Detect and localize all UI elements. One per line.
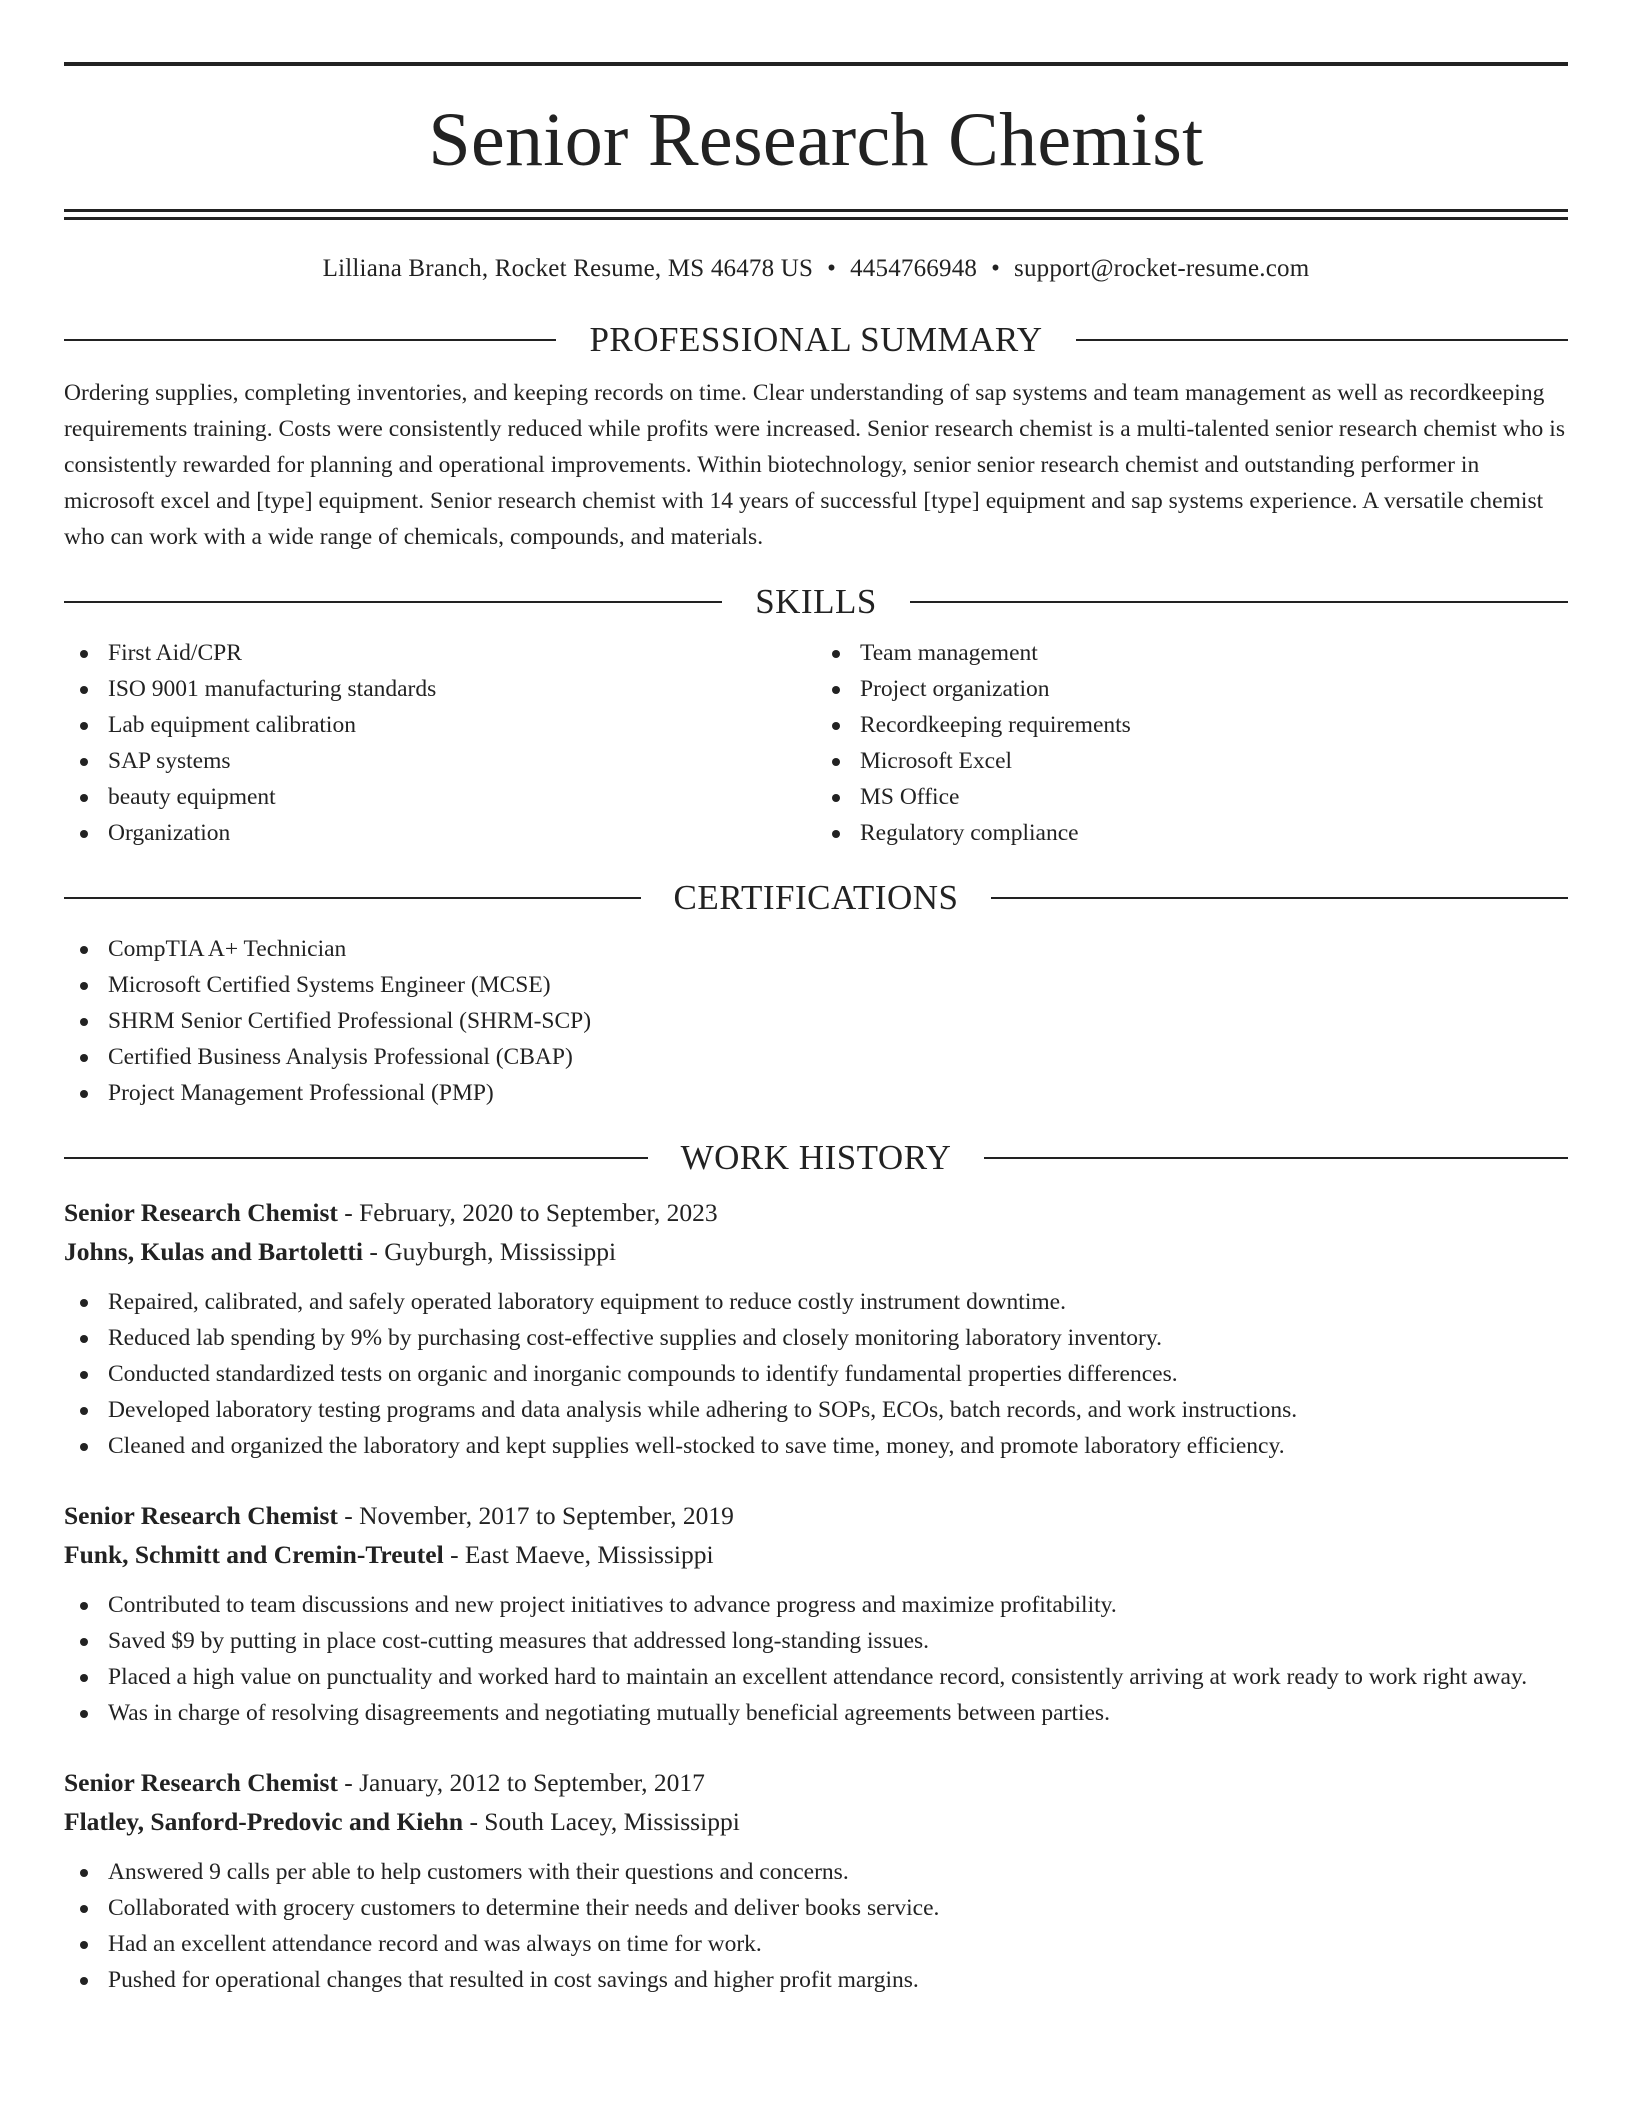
certification-item: SHRM Senior Certified Professional (SHRM-SCP) bbox=[64, 1003, 1568, 1039]
skills-columns bbox=[64, 635, 1568, 851]
certification-item: Certified Business Analysis Professional (CBAP) bbox=[64, 1039, 1568, 1075]
job-company-line bbox=[64, 1802, 1568, 1841]
job-dates: - January, 2012 to September, 2017 bbox=[337, 1768, 705, 1797]
job-company: Funk, Schmitt and Cremin-Treutel bbox=[64, 1540, 444, 1569]
job-role: Senior Research Chemist bbox=[64, 1768, 338, 1797]
title-block bbox=[64, 0, 1568, 220]
skill-item: Organization bbox=[64, 815, 816, 851]
job-dates: - February, 2020 to September, 2023 bbox=[337, 1198, 718, 1227]
contact-separator: • bbox=[991, 255, 1001, 282]
certifications-list bbox=[64, 931, 1568, 1111]
job-company-line bbox=[64, 1232, 1568, 1271]
job-bullet: Pushed for operational changes that resulted in cost savings and higher profit margins. bbox=[64, 1962, 1568, 1998]
job-bullets bbox=[64, 1284, 1568, 1464]
skill-item: beauty equipment bbox=[64, 779, 816, 815]
summary-text: Ordering supplies, completing inventories, and keeping records on time. Clear understanding of sap systems and team management as well as recordkeeping requirements training. Costs were consistently reduced while profits were increased. Senior research chemist is a multi-talented senior research chemist who is consistently rewarded for planning and operational improvements. Within biotechnology, senior senior research chemist and outstanding performer in microsoft excel and [type] equipment. Senior research chemist with 14 years of successful [type] equipment and sap systems experience. A versatile chemist who can work with a wide range of chemicals, compounds, and materials. bbox=[64, 380, 1566, 550]
job-location: - Guyburgh, Mississippi bbox=[362, 1237, 617, 1266]
contact-separator: • bbox=[827, 255, 837, 282]
skills-heading-label: SKILLS bbox=[755, 582, 877, 621]
job-bullet: Was in charge of resolving disagreements and negotiating mutually beneficial agreements between parties. bbox=[64, 1695, 1568, 1731]
skill-item: ISO 9001 manufacturing standards bbox=[64, 671, 816, 707]
job-entry bbox=[64, 1496, 1568, 1731]
job-entry bbox=[64, 1763, 1568, 1998]
job-role-line bbox=[64, 1763, 1568, 1802]
job-bullet: Saved $9 by putting in place cost-cutting measures that addressed long-standing issues. bbox=[64, 1623, 1568, 1659]
work-history-list bbox=[64, 1193, 1568, 1998]
job-role: Senior Research Chemist bbox=[64, 1501, 338, 1530]
job-role: Senior Research Chemist bbox=[64, 1198, 338, 1227]
job-company: Flatley, Sanford-Predovic and Kiehn bbox=[64, 1807, 464, 1836]
certification-item: Microsoft Certified Systems Engineer (MCSE) bbox=[64, 967, 1568, 1003]
resume-title: Senior Research Chemist bbox=[428, 98, 1204, 182]
job-bullet: Had an excellent attendance record and was always on time for work. bbox=[64, 1926, 1568, 1962]
heading-rule bbox=[984, 1157, 1568, 1159]
skills-heading bbox=[64, 581, 1568, 623]
skill-item: Recordkeeping requirements bbox=[816, 707, 1568, 743]
heading-rule bbox=[64, 601, 722, 603]
job-bullet: Contributed to team discussions and new project initiatives to advance progress and maximize profitability. bbox=[64, 1587, 1568, 1623]
certifications-heading-label: CERTIFICATIONS bbox=[673, 878, 959, 917]
job-bullets bbox=[64, 1854, 1568, 1998]
job-bullet: Repaired, calibrated, and safely operated laboratory equipment to reduce costly instrument downtime. bbox=[64, 1284, 1568, 1320]
certifications-heading bbox=[64, 877, 1568, 919]
heading-rule bbox=[1076, 339, 1568, 341]
job-bullet: Collaborated with grocery customers to determine their needs and deliver books service. bbox=[64, 1890, 1568, 1926]
job-bullets bbox=[64, 1587, 1568, 1731]
contact-line bbox=[64, 255, 1568, 283]
job-company-line bbox=[64, 1535, 1568, 1574]
job-role-line bbox=[64, 1193, 1568, 1232]
certification-item: CompTIA A+ Technician bbox=[64, 931, 1568, 967]
contact-address: Lilliana Branch, Rocket Resume, MS 46478 US bbox=[322, 255, 814, 282]
skill-item: First Aid/CPR bbox=[64, 635, 816, 671]
heading-rule bbox=[991, 897, 1568, 899]
skill-item: SAP systems bbox=[64, 743, 816, 779]
work-heading bbox=[64, 1137, 1568, 1179]
certification-item: Project Management Professional (PMP) bbox=[64, 1075, 1568, 1111]
job-entry bbox=[64, 1193, 1568, 1464]
job-bullet: Developed laboratory testing programs and data analysis while adhering to SOPs, ECOs, batch records, and work instructions. bbox=[64, 1392, 1568, 1428]
summary-heading bbox=[64, 319, 1568, 361]
work-heading-label: WORK HISTORY bbox=[680, 1138, 952, 1177]
job-bullet: Reduced lab spending by 9% by purchasing cost-effective supplies and closely monitoring laboratory inventory. bbox=[64, 1320, 1568, 1356]
skill-item: Team management bbox=[816, 635, 1568, 671]
top-rule bbox=[64, 62, 1568, 66]
skill-item: Microsoft Excel bbox=[816, 743, 1568, 779]
skill-item: Regulatory compliance bbox=[816, 815, 1568, 851]
heading-rule bbox=[64, 897, 641, 899]
contact-email[interactable]: support@rocket-resume.com bbox=[1014, 255, 1310, 282]
contact-phone: 4454766948 bbox=[850, 255, 978, 282]
job-dates: - November, 2017 to September, 2019 bbox=[337, 1501, 734, 1530]
job-location: - East Maeve, Mississippi bbox=[443, 1540, 714, 1569]
job-company: Johns, Kulas and Bartoletti bbox=[64, 1237, 363, 1266]
job-bullet: Answered 9 calls per able to help customers with their questions and concerns. bbox=[64, 1854, 1568, 1890]
job-bullet: Placed a high value on punctuality and worked hard to maintain an excellent attendance record, consistently arriving at work ready to work right away. bbox=[64, 1659, 1568, 1695]
summary-heading-label: PROFESSIONAL SUMMARY bbox=[589, 320, 1043, 359]
job-bullet: Conducted standardized tests on organic and inorganic compounds to identify fundamental properties differences. bbox=[64, 1356, 1568, 1392]
job-role-line bbox=[64, 1496, 1568, 1535]
skills-list-left bbox=[64, 635, 816, 851]
title-double-rule bbox=[64, 209, 1568, 220]
skill-item: MS Office bbox=[816, 779, 1568, 815]
heading-rule bbox=[64, 1157, 648, 1159]
heading-rule bbox=[910, 601, 1568, 603]
skill-item: Lab equipment calibration bbox=[64, 707, 816, 743]
job-location: - South Lacey, Mississippi bbox=[463, 1807, 740, 1836]
skill-item: Project organization bbox=[816, 671, 1568, 707]
heading-rule bbox=[64, 339, 556, 341]
skills-list-right bbox=[816, 635, 1568, 851]
job-bullet: Cleaned and organized the laboratory and kept supplies well-stocked to save time, money, and promote laboratory efficiency. bbox=[64, 1428, 1568, 1464]
